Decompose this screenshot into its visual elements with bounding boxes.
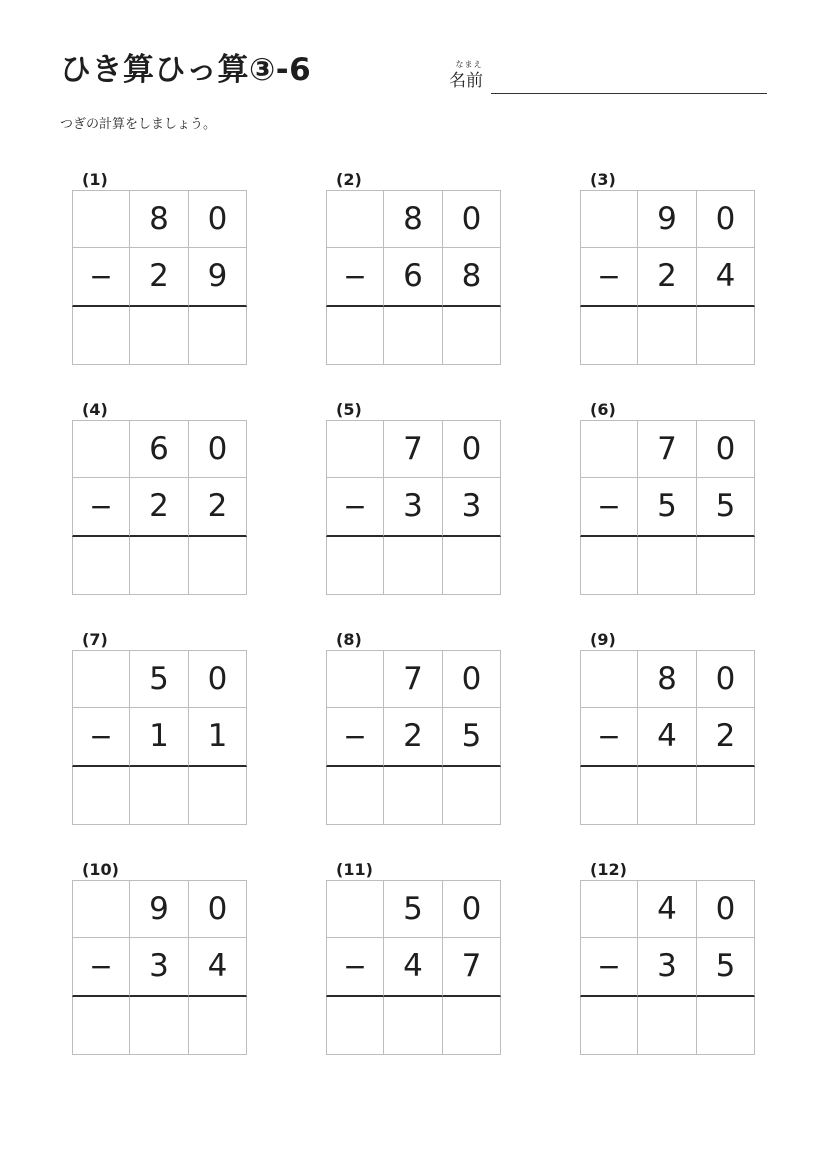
problem-number: (9): [590, 630, 616, 649]
minuend-digit: [326, 190, 384, 248]
answer-cell[interactable]: [443, 537, 501, 595]
minuend-digit: 9: [130, 880, 189, 938]
minuend-digit: 7: [384, 420, 443, 478]
minuend-digit: 7: [638, 420, 697, 478]
minus-sign: −: [72, 478, 130, 537]
minuend-digit: [72, 880, 130, 938]
minuend-digit: 0: [189, 650, 247, 708]
answer-cell[interactable]: [443, 307, 501, 365]
answer-cell[interactable]: [384, 767, 443, 825]
minuend-digit: [580, 880, 638, 938]
subtrahend-digit: 4: [697, 248, 755, 307]
subtrahend-digit: 5: [697, 478, 755, 537]
minuend-digit: 0: [697, 420, 755, 478]
subtrahend-digit: 3: [384, 478, 443, 537]
minus-sign: −: [72, 248, 130, 307]
name-write-line[interactable]: [491, 93, 767, 94]
minus-sign: −: [326, 478, 384, 537]
subtrahend-digit: 5: [697, 938, 755, 997]
problem-number: (7): [82, 630, 108, 649]
problem-number: (3): [590, 170, 616, 189]
answer-cell[interactable]: [638, 537, 697, 595]
problem-9: [580, 631, 756, 831]
answer-cell[interactable]: [580, 767, 638, 825]
problem-6: [580, 401, 756, 601]
calculation-grid: [72, 880, 247, 1055]
subtrahend-digit: 2: [384, 708, 443, 767]
answer-cell[interactable]: [72, 767, 130, 825]
answer-cell[interactable]: [326, 537, 384, 595]
subtrahend-digit: 2: [697, 708, 755, 767]
problem-4: [72, 401, 248, 601]
subtrahend-digit: 1: [189, 708, 247, 767]
problem-number: (8): [336, 630, 362, 649]
minuend-digit: 5: [130, 650, 189, 708]
subtrahend-digit: 5: [638, 478, 697, 537]
answer-cell[interactable]: [697, 537, 755, 595]
minuend-digit: [326, 420, 384, 478]
problem-8: [326, 631, 502, 831]
minuend-digit: [580, 420, 638, 478]
minuend-digit: 8: [638, 650, 697, 708]
calculation-grid: [326, 190, 501, 365]
answer-cell[interactable]: [72, 997, 130, 1055]
minuend-digit: 8: [130, 190, 189, 248]
minus-sign: −: [326, 938, 384, 997]
answer-cell[interactable]: [384, 997, 443, 1055]
minuend-digit: 4: [638, 880, 697, 938]
problem-number: (4): [82, 400, 108, 419]
minus-sign: −: [326, 248, 384, 307]
answer-cell[interactable]: [580, 307, 638, 365]
problem-3: [580, 171, 756, 371]
instruction-text: つぎの計算をしましょう。: [60, 117, 217, 132]
problem-number: (10): [82, 860, 119, 879]
answer-cell[interactable]: [443, 767, 501, 825]
problem-1: [72, 171, 248, 371]
minuend-digit: 8: [384, 190, 443, 248]
minuend-digit: 0: [189, 880, 247, 938]
calculation-grid: [580, 880, 755, 1055]
answer-cell[interactable]: [130, 767, 189, 825]
problem-number: (2): [336, 170, 362, 189]
minus-sign: −: [580, 478, 638, 537]
subtrahend-digit: 4: [189, 938, 247, 997]
problem-number: (1): [82, 170, 108, 189]
problem-10: [72, 861, 248, 1061]
subtrahend-digit: 4: [638, 708, 697, 767]
minus-sign: −: [72, 708, 130, 767]
subtrahend-digit: 6: [384, 248, 443, 307]
subtrahend-digit: 2: [638, 248, 697, 307]
subtrahend-digit: 5: [443, 708, 501, 767]
answer-cell[interactable]: [189, 997, 247, 1055]
minus-sign: −: [580, 708, 638, 767]
problem-number: (11): [336, 860, 373, 879]
minuend-digit: 0: [443, 420, 501, 478]
minus-sign: −: [580, 248, 638, 307]
subtrahend-digit: 3: [130, 938, 189, 997]
minuend-digit: 5: [384, 880, 443, 938]
problem-number: (12): [590, 860, 627, 879]
minuend-digit: [580, 190, 638, 248]
minuend-digit: [326, 650, 384, 708]
answer-cell[interactable]: [189, 537, 247, 595]
subtrahend-digit: 4: [384, 938, 443, 997]
answer-cell[interactable]: [326, 307, 384, 365]
answer-cell[interactable]: [130, 537, 189, 595]
minus-sign: −: [72, 938, 130, 997]
problem-2: [326, 171, 502, 371]
calculation-grid: [326, 880, 501, 1055]
worksheet-title: ひき算ひっ算③-6: [60, 52, 312, 88]
problem-12: [580, 861, 756, 1061]
minuend-digit: 0: [443, 190, 501, 248]
minuend-digit: 0: [189, 190, 247, 248]
problem-number: (6): [590, 400, 616, 419]
subtrahend-digit: 2: [130, 248, 189, 307]
problem-number: (5): [336, 400, 362, 419]
minuend-digit: 0: [443, 880, 501, 938]
minuend-digit: [72, 420, 130, 478]
calculation-grid: [326, 650, 501, 825]
answer-cell[interactable]: [697, 307, 755, 365]
answer-cell[interactable]: [130, 997, 189, 1055]
problem-5: [326, 401, 502, 601]
subtrahend-digit: 9: [189, 248, 247, 307]
answer-cell[interactable]: [189, 307, 247, 365]
minus-sign: −: [326, 708, 384, 767]
name-field: [449, 60, 769, 96]
problem-7: [72, 631, 248, 831]
minuend-digit: [72, 650, 130, 708]
calculation-grid: [72, 650, 247, 825]
minuend-digit: 9: [638, 190, 697, 248]
answer-cell[interactable]: [697, 997, 755, 1055]
subtrahend-digit: 2: [130, 478, 189, 537]
answer-cell[interactable]: [697, 767, 755, 825]
name-ruby: なまえ: [455, 60, 483, 69]
minuend-digit: [326, 880, 384, 938]
answer-cell[interactable]: [72, 537, 130, 595]
subtrahend-digit: 8: [443, 248, 501, 307]
answer-cell[interactable]: [638, 307, 697, 365]
minuend-digit: [580, 650, 638, 708]
problem-11: [326, 861, 502, 1061]
answer-cell[interactable]: [443, 997, 501, 1055]
subtrahend-digit: 7: [443, 938, 501, 997]
calculation-grid: [72, 420, 247, 595]
calculation-grid: [580, 190, 755, 365]
subtrahend-digit: 3: [638, 938, 697, 997]
minuend-digit: 6: [130, 420, 189, 478]
minuend-digit: 7: [384, 650, 443, 708]
answer-cell[interactable]: [580, 997, 638, 1055]
calculation-grid: [580, 420, 755, 595]
calculation-grid: [326, 420, 501, 595]
name-label: 名前: [449, 71, 483, 91]
minuend-digit: 0: [189, 420, 247, 478]
answer-cell[interactable]: [638, 767, 697, 825]
minuend-digit: [72, 190, 130, 248]
minuend-digit: 0: [697, 880, 755, 938]
answer-cell[interactable]: [384, 537, 443, 595]
minuend-digit: 0: [443, 650, 501, 708]
answer-cell[interactable]: [130, 307, 189, 365]
calculation-grid: [580, 650, 755, 825]
answer-cell[interactable]: [638, 997, 697, 1055]
subtrahend-digit: 3: [443, 478, 501, 537]
answer-cell[interactable]: [72, 307, 130, 365]
calculation-grid: [72, 190, 247, 365]
minus-sign: −: [580, 938, 638, 997]
subtrahend-digit: 1: [130, 708, 189, 767]
minuend-digit: 0: [697, 650, 755, 708]
answer-cell[interactable]: [189, 767, 247, 825]
answer-cell[interactable]: [326, 767, 384, 825]
minuend-digit: 0: [697, 190, 755, 248]
answer-cell[interactable]: [326, 997, 384, 1055]
answer-cell[interactable]: [580, 537, 638, 595]
subtrahend-digit: 2: [189, 478, 247, 537]
answer-cell[interactable]: [384, 307, 443, 365]
